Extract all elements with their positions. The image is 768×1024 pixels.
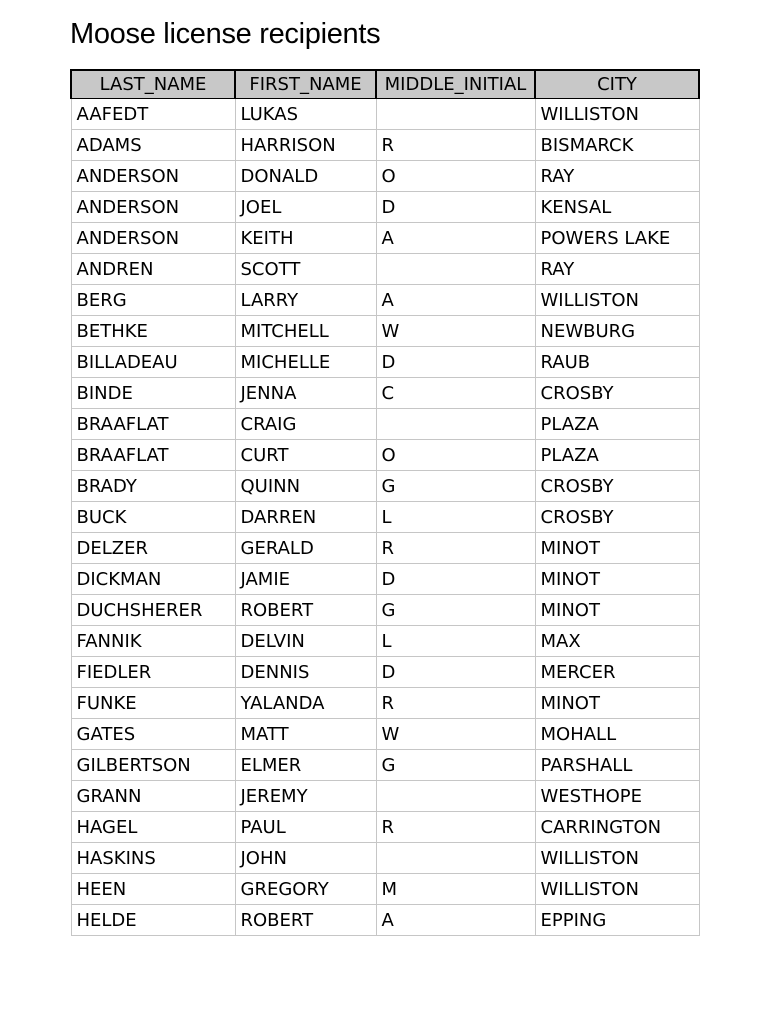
middle-initial-cell: M bbox=[376, 874, 535, 905]
city-cell: WESTHOPE bbox=[535, 781, 699, 812]
last-name-cell: GATES bbox=[71, 719, 235, 750]
table-row bbox=[71, 657, 699, 688]
table-row bbox=[71, 533, 699, 564]
first-name-cell: SCOTT bbox=[235, 254, 376, 285]
table-row bbox=[71, 254, 699, 285]
middle-initial-cell: R bbox=[376, 812, 535, 843]
last-name-cell: BRAAFLAT bbox=[71, 440, 235, 471]
header-row bbox=[71, 70, 699, 99]
last-name-cell: HASKINS bbox=[71, 843, 235, 874]
middle-initial-cell: W bbox=[376, 719, 535, 750]
city-cell: RAY bbox=[535, 161, 699, 192]
city-cell: CARRINGTON bbox=[535, 812, 699, 843]
middle-initial-cell: G bbox=[376, 471, 535, 502]
middle-initial-cell: R bbox=[376, 688, 535, 719]
last-name-cell: BRADY bbox=[71, 471, 235, 502]
last-name-cell: BRAAFLAT bbox=[71, 409, 235, 440]
first-name-cell: LARRY bbox=[235, 285, 376, 316]
first-name-cell: MICHELLE bbox=[235, 347, 376, 378]
table-row bbox=[71, 440, 699, 471]
city-cell: PLAZA bbox=[535, 440, 699, 471]
table-body bbox=[71, 99, 699, 936]
city-cell: NEWBURG bbox=[535, 316, 699, 347]
city-cell: MERCER bbox=[535, 657, 699, 688]
middle-initial-cell: G bbox=[376, 750, 535, 781]
column-header-last-name: LAST_NAME bbox=[71, 70, 235, 99]
table-row bbox=[71, 750, 699, 781]
middle-initial-cell: D bbox=[376, 657, 535, 688]
last-name-cell: BETHKE bbox=[71, 316, 235, 347]
first-name-cell: CRAIG bbox=[235, 409, 376, 440]
middle-initial-cell bbox=[376, 99, 535, 130]
middle-initial-cell: R bbox=[376, 130, 535, 161]
last-name-cell: AAFEDT bbox=[71, 99, 235, 130]
first-name-cell: QUINN bbox=[235, 471, 376, 502]
first-name-cell: CURT bbox=[235, 440, 376, 471]
city-cell: MINOT bbox=[535, 564, 699, 595]
first-name-cell: MATT bbox=[235, 719, 376, 750]
middle-initial-cell: G bbox=[376, 595, 535, 626]
city-cell: PLAZA bbox=[535, 409, 699, 440]
city-cell: MINOT bbox=[535, 533, 699, 564]
first-name-cell: GREGORY bbox=[235, 874, 376, 905]
city-cell: CROSBY bbox=[535, 378, 699, 409]
city-cell: KENSAL bbox=[535, 192, 699, 223]
city-cell: MOHALL bbox=[535, 719, 699, 750]
recipients-table bbox=[70, 69, 700, 936]
last-name-cell: BILLADEAU bbox=[71, 347, 235, 378]
first-name-cell: YALANDA bbox=[235, 688, 376, 719]
city-cell: WILLISTON bbox=[535, 843, 699, 874]
column-header-first-name: FIRST_NAME bbox=[235, 70, 376, 99]
table-row bbox=[71, 347, 699, 378]
table-row bbox=[71, 874, 699, 905]
first-name-cell: PAUL bbox=[235, 812, 376, 843]
middle-initial-cell: D bbox=[376, 347, 535, 378]
middle-initial-cell: C bbox=[376, 378, 535, 409]
table-row bbox=[71, 595, 699, 626]
first-name-cell: DONALD bbox=[235, 161, 376, 192]
first-name-cell: JAMIE bbox=[235, 564, 376, 595]
first-name-cell: HARRISON bbox=[235, 130, 376, 161]
middle-initial-cell: R bbox=[376, 533, 535, 564]
first-name-cell: JEREMY bbox=[235, 781, 376, 812]
city-cell: RAUB bbox=[535, 347, 699, 378]
city-cell: BISMARCK bbox=[535, 130, 699, 161]
city-cell: EPPING bbox=[535, 905, 699, 936]
middle-initial-cell bbox=[376, 254, 535, 285]
city-cell: MINOT bbox=[535, 595, 699, 626]
column-header-middle-initial: MIDDLE_INITIAL bbox=[376, 70, 535, 99]
middle-initial-cell bbox=[376, 781, 535, 812]
middle-initial-cell: A bbox=[376, 223, 535, 254]
first-name-cell: DELVIN bbox=[235, 626, 376, 657]
middle-initial-cell: O bbox=[376, 161, 535, 192]
middle-initial-cell bbox=[376, 409, 535, 440]
middle-initial-cell: L bbox=[376, 626, 535, 657]
first-name-cell: ELMER bbox=[235, 750, 376, 781]
table-row bbox=[71, 905, 699, 936]
table-row bbox=[71, 192, 699, 223]
table-row bbox=[71, 719, 699, 750]
table-row bbox=[71, 564, 699, 595]
first-name-cell: DARREN bbox=[235, 502, 376, 533]
first-name-cell: JOHN bbox=[235, 843, 376, 874]
last-name-cell: HELDE bbox=[71, 905, 235, 936]
last-name-cell: BERG bbox=[71, 285, 235, 316]
last-name-cell: GRANN bbox=[71, 781, 235, 812]
middle-initial-cell: D bbox=[376, 192, 535, 223]
column-header-city: CITY bbox=[535, 70, 699, 99]
city-cell: MAX bbox=[535, 626, 699, 657]
page-title: Moose license recipients bbox=[70, 18, 381, 50]
city-cell: WILLISTON bbox=[535, 99, 699, 130]
first-name-cell: LUKAS bbox=[235, 99, 376, 130]
middle-initial-cell: W bbox=[376, 316, 535, 347]
table-row bbox=[71, 502, 699, 533]
first-name-cell: MITCHELL bbox=[235, 316, 376, 347]
middle-initial-cell: O bbox=[376, 440, 535, 471]
last-name-cell: ANDERSON bbox=[71, 223, 235, 254]
table-row bbox=[71, 130, 699, 161]
last-name-cell: BINDE bbox=[71, 378, 235, 409]
city-cell: MINOT bbox=[535, 688, 699, 719]
last-name-cell: BUCK bbox=[71, 502, 235, 533]
table-row bbox=[71, 378, 699, 409]
middle-initial-cell: A bbox=[376, 285, 535, 316]
table-row bbox=[71, 409, 699, 440]
last-name-cell: ADAMS bbox=[71, 130, 235, 161]
city-cell: CROSBY bbox=[535, 471, 699, 502]
city-cell: PARSHALL bbox=[535, 750, 699, 781]
first-name-cell: GERALD bbox=[235, 533, 376, 564]
table-row bbox=[71, 688, 699, 719]
table-row bbox=[71, 316, 699, 347]
middle-initial-cell: D bbox=[376, 564, 535, 595]
first-name-cell: ROBERT bbox=[235, 905, 376, 936]
table-row bbox=[71, 843, 699, 874]
last-name-cell: FANNIK bbox=[71, 626, 235, 657]
table-row bbox=[71, 471, 699, 502]
city-cell: RAY bbox=[535, 254, 699, 285]
last-name-cell: DELZER bbox=[71, 533, 235, 564]
last-name-cell: HEEN bbox=[71, 874, 235, 905]
last-name-cell: HAGEL bbox=[71, 812, 235, 843]
city-cell: POWERS LAKE bbox=[535, 223, 699, 254]
first-name-cell: JENNA bbox=[235, 378, 376, 409]
last-name-cell: ANDERSON bbox=[71, 161, 235, 192]
last-name-cell: FUNKE bbox=[71, 688, 235, 719]
first-name-cell: JOEL bbox=[235, 192, 376, 223]
middle-initial-cell: L bbox=[376, 502, 535, 533]
table-row bbox=[71, 99, 699, 130]
table-row bbox=[71, 285, 699, 316]
table-row bbox=[71, 781, 699, 812]
first-name-cell: DENNIS bbox=[235, 657, 376, 688]
table-row bbox=[71, 626, 699, 657]
last-name-cell: ANDERSON bbox=[71, 192, 235, 223]
middle-initial-cell bbox=[376, 843, 535, 874]
table-row bbox=[71, 161, 699, 192]
last-name-cell: GILBERTSON bbox=[71, 750, 235, 781]
city-cell: CROSBY bbox=[535, 502, 699, 533]
last-name-cell: DUCHSHERER bbox=[71, 595, 235, 626]
last-name-cell: DICKMAN bbox=[71, 564, 235, 595]
city-cell: WILLISTON bbox=[535, 285, 699, 316]
table-row bbox=[71, 812, 699, 843]
city-cell: WILLISTON bbox=[535, 874, 699, 905]
middle-initial-cell: A bbox=[376, 905, 535, 936]
last-name-cell: FIEDLER bbox=[71, 657, 235, 688]
first-name-cell: ROBERT bbox=[235, 595, 376, 626]
first-name-cell: KEITH bbox=[235, 223, 376, 254]
table-row bbox=[71, 223, 699, 254]
last-name-cell: ANDREN bbox=[71, 254, 235, 285]
